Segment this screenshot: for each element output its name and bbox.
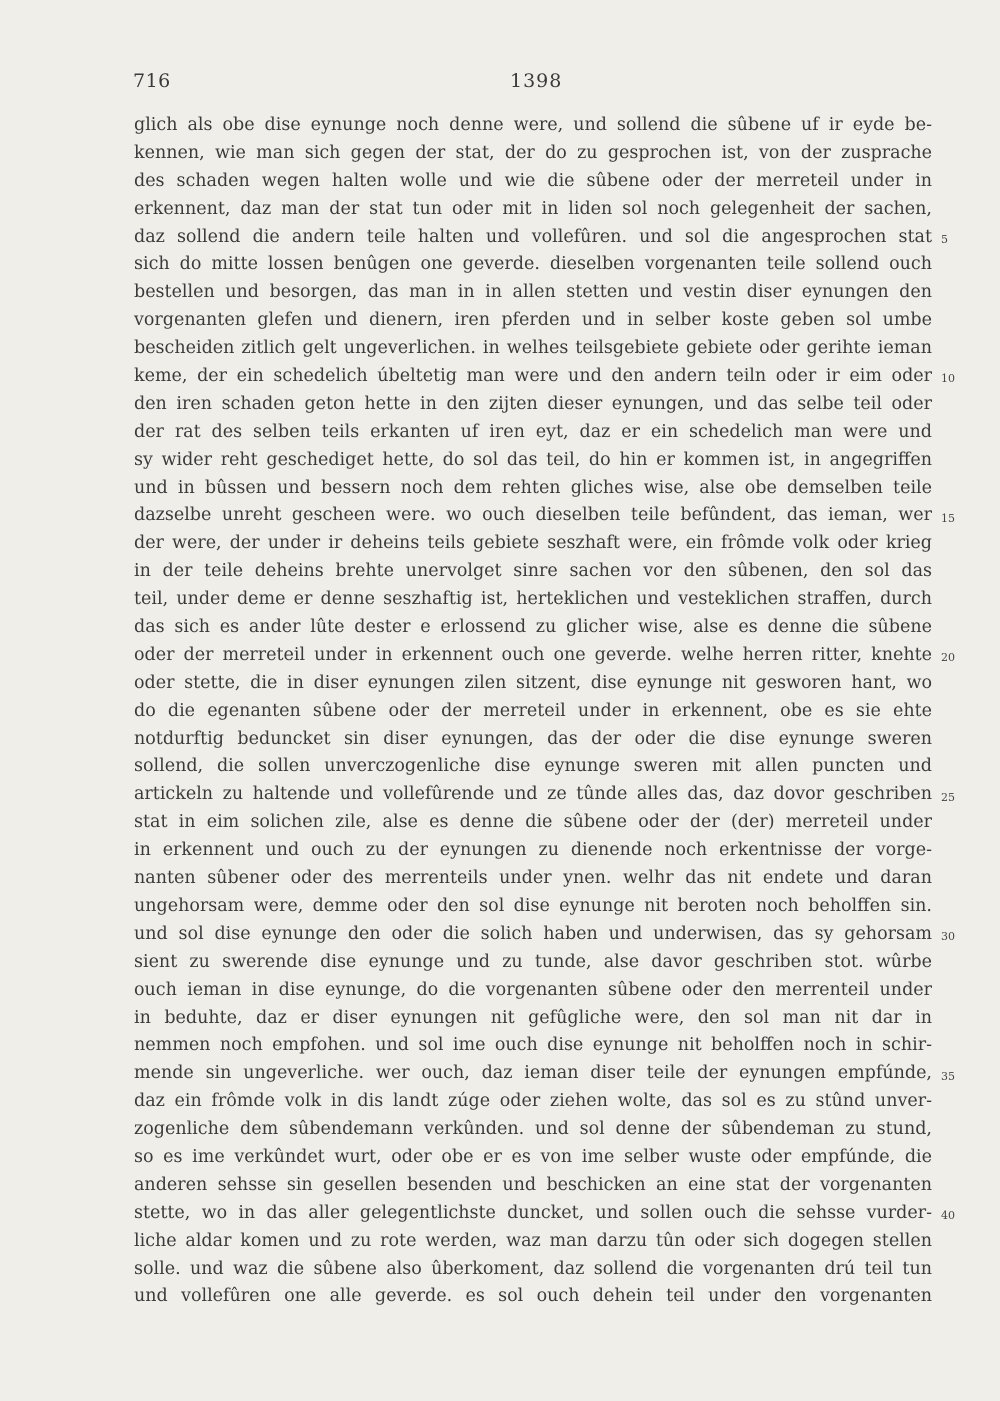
text-line: teil, under deme er denne seszhaftig ist, herteklichen und vesteklichen straffen, durch — [134, 589, 932, 610]
text-line: kennen, wie man sich gegen der stat, der do zu gesprochen ist, von der zusprache — [134, 142, 932, 163]
text-line: und vollefûren one alle geverde. es sol ouch dehein teil under den vorgenanten — [134, 1286, 932, 1307]
margin-line-number: 10 — [941, 372, 955, 386]
text-line: oder der merreteil under in erkennent ouch one geverde. welhe herren ritter, knehte — [134, 644, 932, 665]
text-line: sollend, die sollen unverczogenliche dise eynunge sweren mit allen puncten und — [134, 756, 932, 777]
text-line: sich do mitte lossen benûgen one geverde. dieselben vorgenanten teile sollend ouch — [134, 254, 932, 275]
text-line: daz sollend die andern teile halten und vollefûren. und sol die angesprochen stat — [134, 226, 932, 247]
text-line: liche aldar komen und zu rote werden, waz man darzu tûn oder sich dogegen stellen — [134, 1230, 932, 1251]
text-line: sy wider reht geschediget hette, do sol das teil, do hin er kommen ist, in angegriffen — [134, 449, 932, 470]
text-line: des schaden wegen halten wolle und wie die sûbene oder der merreteil under in — [134, 170, 932, 191]
year-heading: 1398 — [510, 70, 563, 92]
text-line: in der teile deheins brehte unervolget sinre sachen vor den sûbenen, den sol das — [134, 561, 932, 582]
text-line: glich als obe dise eynunge noch denne were, und sollend die sûbene uf ir eyde be- — [134, 115, 932, 135]
text-line: und sol dise eynunge den oder die solich haben und underwisen, das sy gehorsam — [134, 923, 932, 944]
margin-line-number: 25 — [941, 790, 955, 804]
margin-line-number: 40 — [941, 1209, 955, 1223]
text-line: sient zu swerende dise eynunge und zu tunde, alse davor geschriben stot. wûrbe — [134, 951, 932, 972]
text-line: und in bûssen und bessern noch dem rehten gliches wise, alse obe demselben teile — [134, 477, 932, 498]
text-line: notdurftig beduncket sin diser eynungen, das der oder die dise eynunge sweren — [134, 728, 932, 749]
text-line: ungehorsam were, demme oder den sol dise eynunge nit beroten noch beholffen sin. — [134, 895, 932, 916]
text-line: der rat des selben teils erkanten uf iren eyt, daz er ein schedelich man were und — [134, 421, 932, 442]
text-line: bescheiden zitlich gelt ungeverlichen. in welhes teilsgebiete gebiete oder gerihte ieman — [134, 338, 932, 359]
margin-line-number: 5 — [941, 232, 948, 246]
text-line: oder stette, die in diser eynungen zilen sitzent, dise eynunge nit gesworen hant, wo — [134, 672, 932, 693]
text-line: in beduhte, daz er diser eynungen nit gefûgliche were, den sol man nit dar in — [134, 1007, 932, 1028]
text-line: ouch ieman in dise eynunge, do die vorgenanten sûbene oder den merrenteil under — [134, 979, 932, 1000]
text-line: keme, der ein schedelich úbeltetig man were und den andern teiln oder ir eim oder — [134, 366, 932, 387]
text-line: artickeln zu haltende und vollefûrende und ze tûnde alles das, daz dovor geschriben — [134, 784, 932, 805]
text-line: do die egenanten sûbene oder der merreteil under in erkennent, obe es sie ehte — [134, 700, 932, 721]
text-line: solle. und waz die sûbene also ûberkoment, daz sollend die vorgenanten drú teil tun — [134, 1258, 932, 1279]
text-line: dazselbe unreht gescheen were. wo ouch dieselben teile befûndent, das ieman, wer — [134, 505, 932, 526]
margin-line-number: 30 — [941, 930, 955, 944]
body-text — [134, 112, 932, 1311]
text-line: nemmen noch empfohen. und sol ime ouch dise eynunge nit beholffen noch in schir- — [134, 1035, 932, 1056]
text-line: so es ime verkûndet wurt, oder obe er es von ime selber wuste oder empfúnde, die — [134, 1146, 932, 1167]
text-line: der were, der under ir deheins teils gebiete seszhaft were, ein frômde volk oder krieg — [134, 533, 932, 554]
text-line: zogenliche dem sûbendemann verkûnden. und sol denne der sûbendeman zu stund, — [134, 1119, 932, 1140]
page-number: 716 — [133, 70, 171, 92]
text-line: daz ein frômde volk in dis landt zúge oder ziehen wolte, das sol es zu stûnd unver- — [134, 1091, 932, 1112]
text-line: erkennent, daz man der stat tun oder mit in liden sol noch gelegenheit der sachen, — [134, 198, 932, 219]
text-line: mende sin ungeverliche. wer ouch, daz ieman diser teile der eynungen empfúnde, — [134, 1063, 932, 1084]
text-line: nanten sûbener oder des merrenteils under ynen. welhr das nit endete und daran — [134, 868, 932, 889]
text-line: stat in eim solichen zile, alse es denne die sûbene oder der (der) merreteil under — [134, 812, 932, 833]
text-line: anderen sehsse sin gesellen besenden und beschicken an eine stat der vorgenanten — [134, 1174, 932, 1195]
margin-line-number: 15 — [941, 511, 955, 525]
text-line: stette, wo in das aller gelegentlichste duncket, und sollen ouch die sehsse vurder- — [134, 1202, 932, 1223]
text-line: in erkennent und ouch zu der eynungen zu dienende noch erkentnisse der vorge- — [134, 840, 932, 861]
text-line: bestellen und besorgen, das man in in allen stetten und vestin diser eynungen den — [134, 282, 932, 303]
text-line: das sich es ander lûte dester e erlossend zu glicher wise, alse es denne die sûbene — [134, 617, 932, 638]
margin-line-number: 35 — [941, 1069, 955, 1083]
text-line: den iren schaden geton hette in den zijten dieser eynungen, und das selbe teil oder — [134, 393, 932, 414]
text-line: vorgenanten glefen und dienern, iren pferden und in selber koste geben sol umbe — [134, 310, 932, 331]
margin-line-number: 20 — [941, 651, 955, 665]
